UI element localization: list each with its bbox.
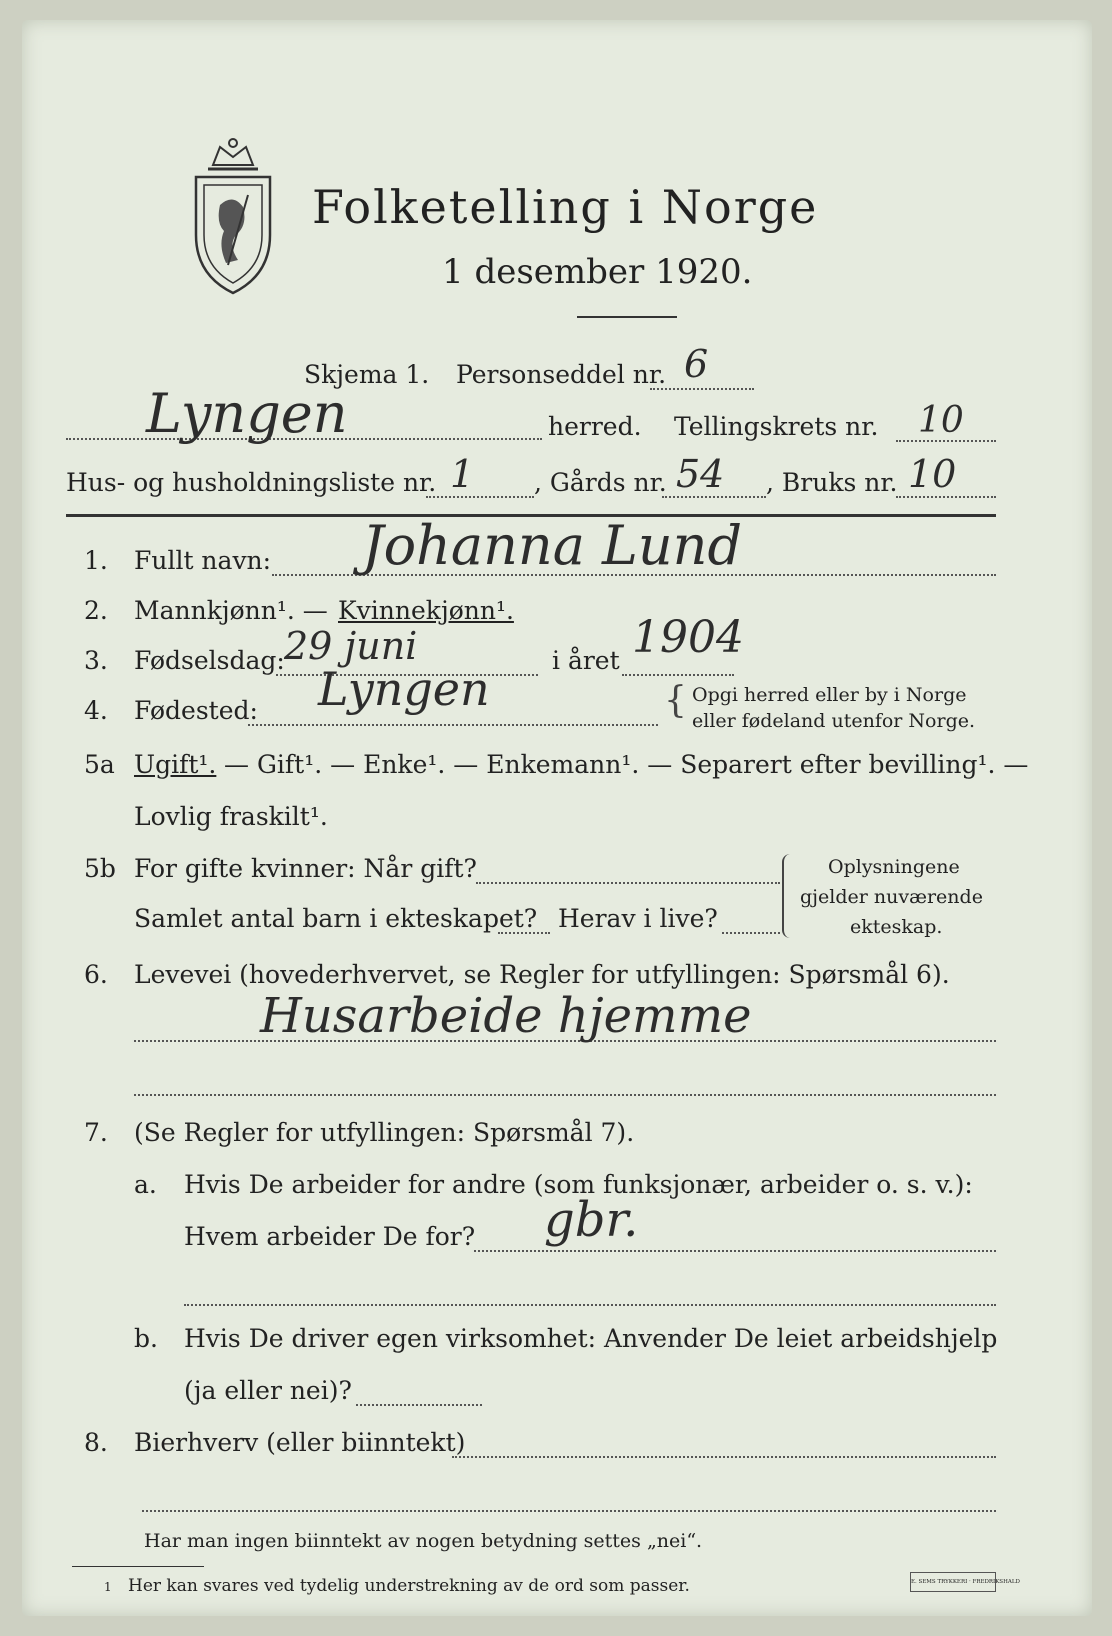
- q1-label: Fullt navn:: [134, 546, 272, 575]
- gards-label: , Gårds nr.: [534, 468, 667, 497]
- q5b-alive-line: [722, 932, 780, 934]
- bruks-label: , Bruks nr.: [766, 468, 898, 497]
- q1-value[interactable]: Johanna Lund: [362, 514, 743, 577]
- q8-line-1: [452, 1456, 996, 1458]
- q6-value[interactable]: Husarbeide hjemme: [260, 988, 752, 1044]
- q5b-note-1: Oplysningene: [828, 856, 960, 878]
- q5b-children-line: [498, 932, 550, 934]
- q3-year-line: [622, 674, 734, 676]
- q5b-bracket: [782, 854, 792, 938]
- q5a-other-options[interactable]: — Gift¹. — Enke¹. — Enkemann¹. — Separert efter bevilling¹. —: [224, 750, 1029, 779]
- q4-label: Fødested:: [134, 696, 258, 725]
- q8-label: Bierhverv (eller biinntekt): [134, 1428, 466, 1457]
- hus-value[interactable]: 1: [450, 452, 475, 496]
- q2-number: 2.: [84, 596, 108, 625]
- q6-label: Levevei (hovederhvervet, se Regler for utfyllingen: Spørsmål 6).: [134, 960, 950, 989]
- census-date: 1 desember 1920.: [442, 252, 753, 292]
- q5b-number: 5b: [84, 854, 116, 883]
- q3-year-label: i året: [552, 646, 620, 675]
- q6-line-2: [134, 1094, 996, 1096]
- q5a-number: 5a: [84, 750, 115, 779]
- census-form: [22, 20, 1092, 1616]
- q7-number: 7.: [84, 1118, 108, 1147]
- q3-label: Fødselsdag:: [134, 646, 285, 675]
- q4-brace: {: [664, 680, 687, 721]
- bruks-value[interactable]: 10: [908, 452, 957, 496]
- q7b-line-1: Hvis De driver egen virksomhet: Anvender De leiet arbeidshjelp: [184, 1324, 998, 1353]
- q6-number: 6.: [84, 960, 108, 989]
- gards-line: [662, 496, 766, 498]
- personseddel-line: [650, 388, 754, 390]
- footnote-divider: [72, 1566, 204, 1567]
- q4-note-2: eller fødeland utenfor Norge.: [692, 710, 976, 732]
- q2-male-option[interactable]: Mannkjønn¹. —: [134, 596, 328, 625]
- hus-label: Hus- og husholdningsliste nr.: [66, 468, 437, 497]
- q7b-number: b.: [134, 1324, 158, 1353]
- schema-label: Skjema 1.: [304, 360, 430, 389]
- personseddel-label: Personseddel nr.: [456, 360, 667, 389]
- footnote-text: Her kan svares ved tydelig understrekning av de ord som passer.: [128, 1576, 690, 1596]
- q3-year-value[interactable]: 1904: [632, 612, 744, 663]
- q4-value[interactable]: Lyngen: [318, 662, 490, 716]
- coat-of-arms-icon: [188, 135, 278, 299]
- personseddel-value[interactable]: 6: [684, 342, 709, 386]
- q8-line-2: [142, 1510, 996, 1512]
- printer-mark: [910, 1572, 1020, 1592]
- q4-note-1: Opgi herred eller by i Norge: [692, 684, 967, 706]
- q7a-line-2: Hvem arbeider De for?: [184, 1222, 476, 1251]
- q1-number: 1.: [84, 546, 108, 575]
- q7a-number: a.: [134, 1170, 157, 1199]
- hus-line: [426, 496, 534, 498]
- q5a-unmarried-option[interactable]: Ugift¹.: [134, 750, 217, 779]
- q5b-married-line: [476, 882, 780, 884]
- tellingskrets-label: Tellingskrets nr.: [674, 412, 879, 441]
- gards-value[interactable]: 54: [676, 452, 725, 496]
- q5b-note-3: ekteskap.: [850, 916, 943, 938]
- q2-female-option[interactable]: Kvinnekjønn¹.: [338, 596, 514, 625]
- herred-label: herred.: [548, 412, 642, 441]
- q5b-married-label: For gifte kvinner: Når gift?: [134, 854, 477, 883]
- q4-number: 4.: [84, 696, 108, 725]
- herred-value[interactable]: Lyngen: [146, 382, 348, 445]
- footer-note: Har man ingen biinntekt av nogen betydning settes „nei“.: [144, 1530, 703, 1552]
- q3-day-value[interactable]: 29 juni: [284, 624, 418, 668]
- q5b-children-label: Samlet antal barn i ekteskapet?: [134, 904, 538, 933]
- q7-label: (Se Regler for utfyllingen: Spørsmål 7).: [134, 1118, 635, 1147]
- q8-number: 8.: [84, 1428, 108, 1457]
- q7b-line-2: (ja eller nei)?: [184, 1376, 352, 1405]
- q7b-answer-line: [356, 1404, 482, 1406]
- q7a-line-1: Hvis De arbeider for andre (som funksjonær, arbeider o. s. v.):: [184, 1170, 973, 1199]
- footnote-number: 1: [104, 1580, 112, 1594]
- title-divider: [577, 316, 677, 318]
- q7a-value[interactable]: gbr.: [544, 1192, 639, 1248]
- q5b-note-2: gjelder nuværende: [800, 886, 983, 908]
- bruks-line: [896, 496, 996, 498]
- q7a-answer-line: [474, 1250, 996, 1252]
- q5a-divorced-option[interactable]: Lovlig fraskilt¹.: [134, 802, 328, 831]
- q5b-alive-label: Herav i live?: [558, 904, 718, 933]
- q3-number: 3.: [84, 646, 108, 675]
- q7a-answer-line-2: [184, 1304, 996, 1306]
- form-title: Folketelling i Norge: [312, 180, 819, 234]
- tellingskrets-value[interactable]: 10: [918, 400, 964, 441]
- q4-line: [248, 724, 658, 726]
- printer-mark-text: E. SEMS TRYKKERI · FREDRIKSHALD: [911, 1579, 1020, 1585]
